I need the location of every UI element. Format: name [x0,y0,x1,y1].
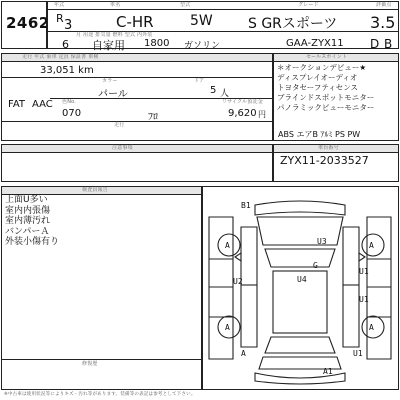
aircon: AAC [32,99,53,110]
header-grade-label: グレード [298,2,319,8]
damage-mark: U1 [353,349,363,358]
header-make-label: 車名 [110,2,121,8]
meter-label: 走行 [114,122,125,128]
chassis-number: ZYX11-2033527 [280,154,369,167]
damage-mark: U2 [233,277,243,286]
header-year-label: 年式 [54,2,65,8]
options-panel [273,53,399,141]
year-prefix: R [56,12,64,25]
notes-header: 注意事項 [112,145,133,151]
inspector-header: 検査員報告 [82,187,109,193]
recycle-unit: 円 [258,110,266,119]
chassis-label: 車台番号 [318,145,339,151]
doors-label: ドア [194,78,205,84]
recycle-fee: 9,620 [228,108,257,119]
damage-mark: A [369,241,374,250]
inspector-note: 上面U多い [5,195,48,205]
options-header: セールスポイント [306,54,348,60]
info-headers: 走行 年式 乗車 定員 保証書 車検 [22,54,99,60]
color-trim: ﾌﾛ [148,112,158,123]
damage-mark: U4 [297,275,307,284]
exterior-score: B [384,37,393,51]
month-value: 6 [62,38,69,51]
inspector-note: 室内内張傷 [5,205,51,216]
damage-mark: B1 [241,201,251,210]
lot-number: 2462 [6,14,50,32]
damage-mark: A [225,241,230,250]
row2-headers: 月 用途 排気量 燃料 型式 内外装 [76,32,153,38]
damage-mark: G [313,261,318,270]
damage-mark: A [241,349,246,358]
car-body-outline [203,187,398,389]
model-type-value: GAA-ZYX11 [286,38,344,49]
lot-number-box [1,1,50,49]
footer-text: ※中古車は使用状況等によりキズ・汚れ等があります。装備等の表記は参考として下さい。 [4,392,196,397]
inspector-notes [5,195,59,248]
option-item: ディスプレイオーディオ [277,73,358,82]
damage-diagram [202,186,399,390]
make-model: C-HR [116,13,154,31]
damage-mark: A [369,323,374,332]
year-value: 3 [64,18,73,33]
info-table [1,53,273,141]
color-code: 070 [62,108,82,119]
displacement-value: 1800 [144,38,170,49]
usage-value: 自家用 [92,39,125,52]
fuel-value: ガソリン [184,41,221,51]
option-item: ブラインドスポットモニター [277,93,375,102]
inspector-note: 外装小傷有り [5,237,60,247]
color-no-label: 色No. [62,99,77,105]
option-item: ＊オークションデビュー★ [277,63,367,72]
score-value: 3.5 [370,13,396,32]
header-model-label: 型式 [180,2,191,8]
inspector-note: バンパーＡ [5,226,50,237]
main-header-box [47,9,399,52]
model-code: 5W [190,13,213,29]
header-score-label: 評価点 [376,2,392,8]
damage-mark: U1 [359,267,369,276]
option-item: パノラミックビューモニター [277,103,375,112]
damage-mark: A [225,323,230,332]
chassis-panel [273,144,399,182]
seats-unit: 人 [220,89,230,99]
recycle-label: リサイクル預託金 [222,99,263,105]
bottom-note: 修復歴 [82,361,98,367]
damage-mark: U3 [317,237,327,246]
damage-mark: U1 [359,295,369,304]
damage-mark: A1 [323,367,333,376]
grade-value: S GRスポーツ [248,16,338,32]
options-list [277,63,374,113]
doors-value: 5 [210,85,217,96]
notes-panel [1,144,273,182]
inspector-note: 室内薄汚れ [5,216,51,226]
interior-score: D [370,37,380,51]
mileage-value: 33,051 km [40,65,94,76]
inspector-panel [1,186,202,390]
option-item: トヨタセーフティセンス [277,83,358,92]
header-strip [47,1,399,9]
transmission: FAT [8,99,26,110]
color-label: カラー [102,78,118,84]
equipment-list: ABS エアB ｱﾙﾐ PS PW [278,130,361,139]
body-color: パール [98,89,128,100]
